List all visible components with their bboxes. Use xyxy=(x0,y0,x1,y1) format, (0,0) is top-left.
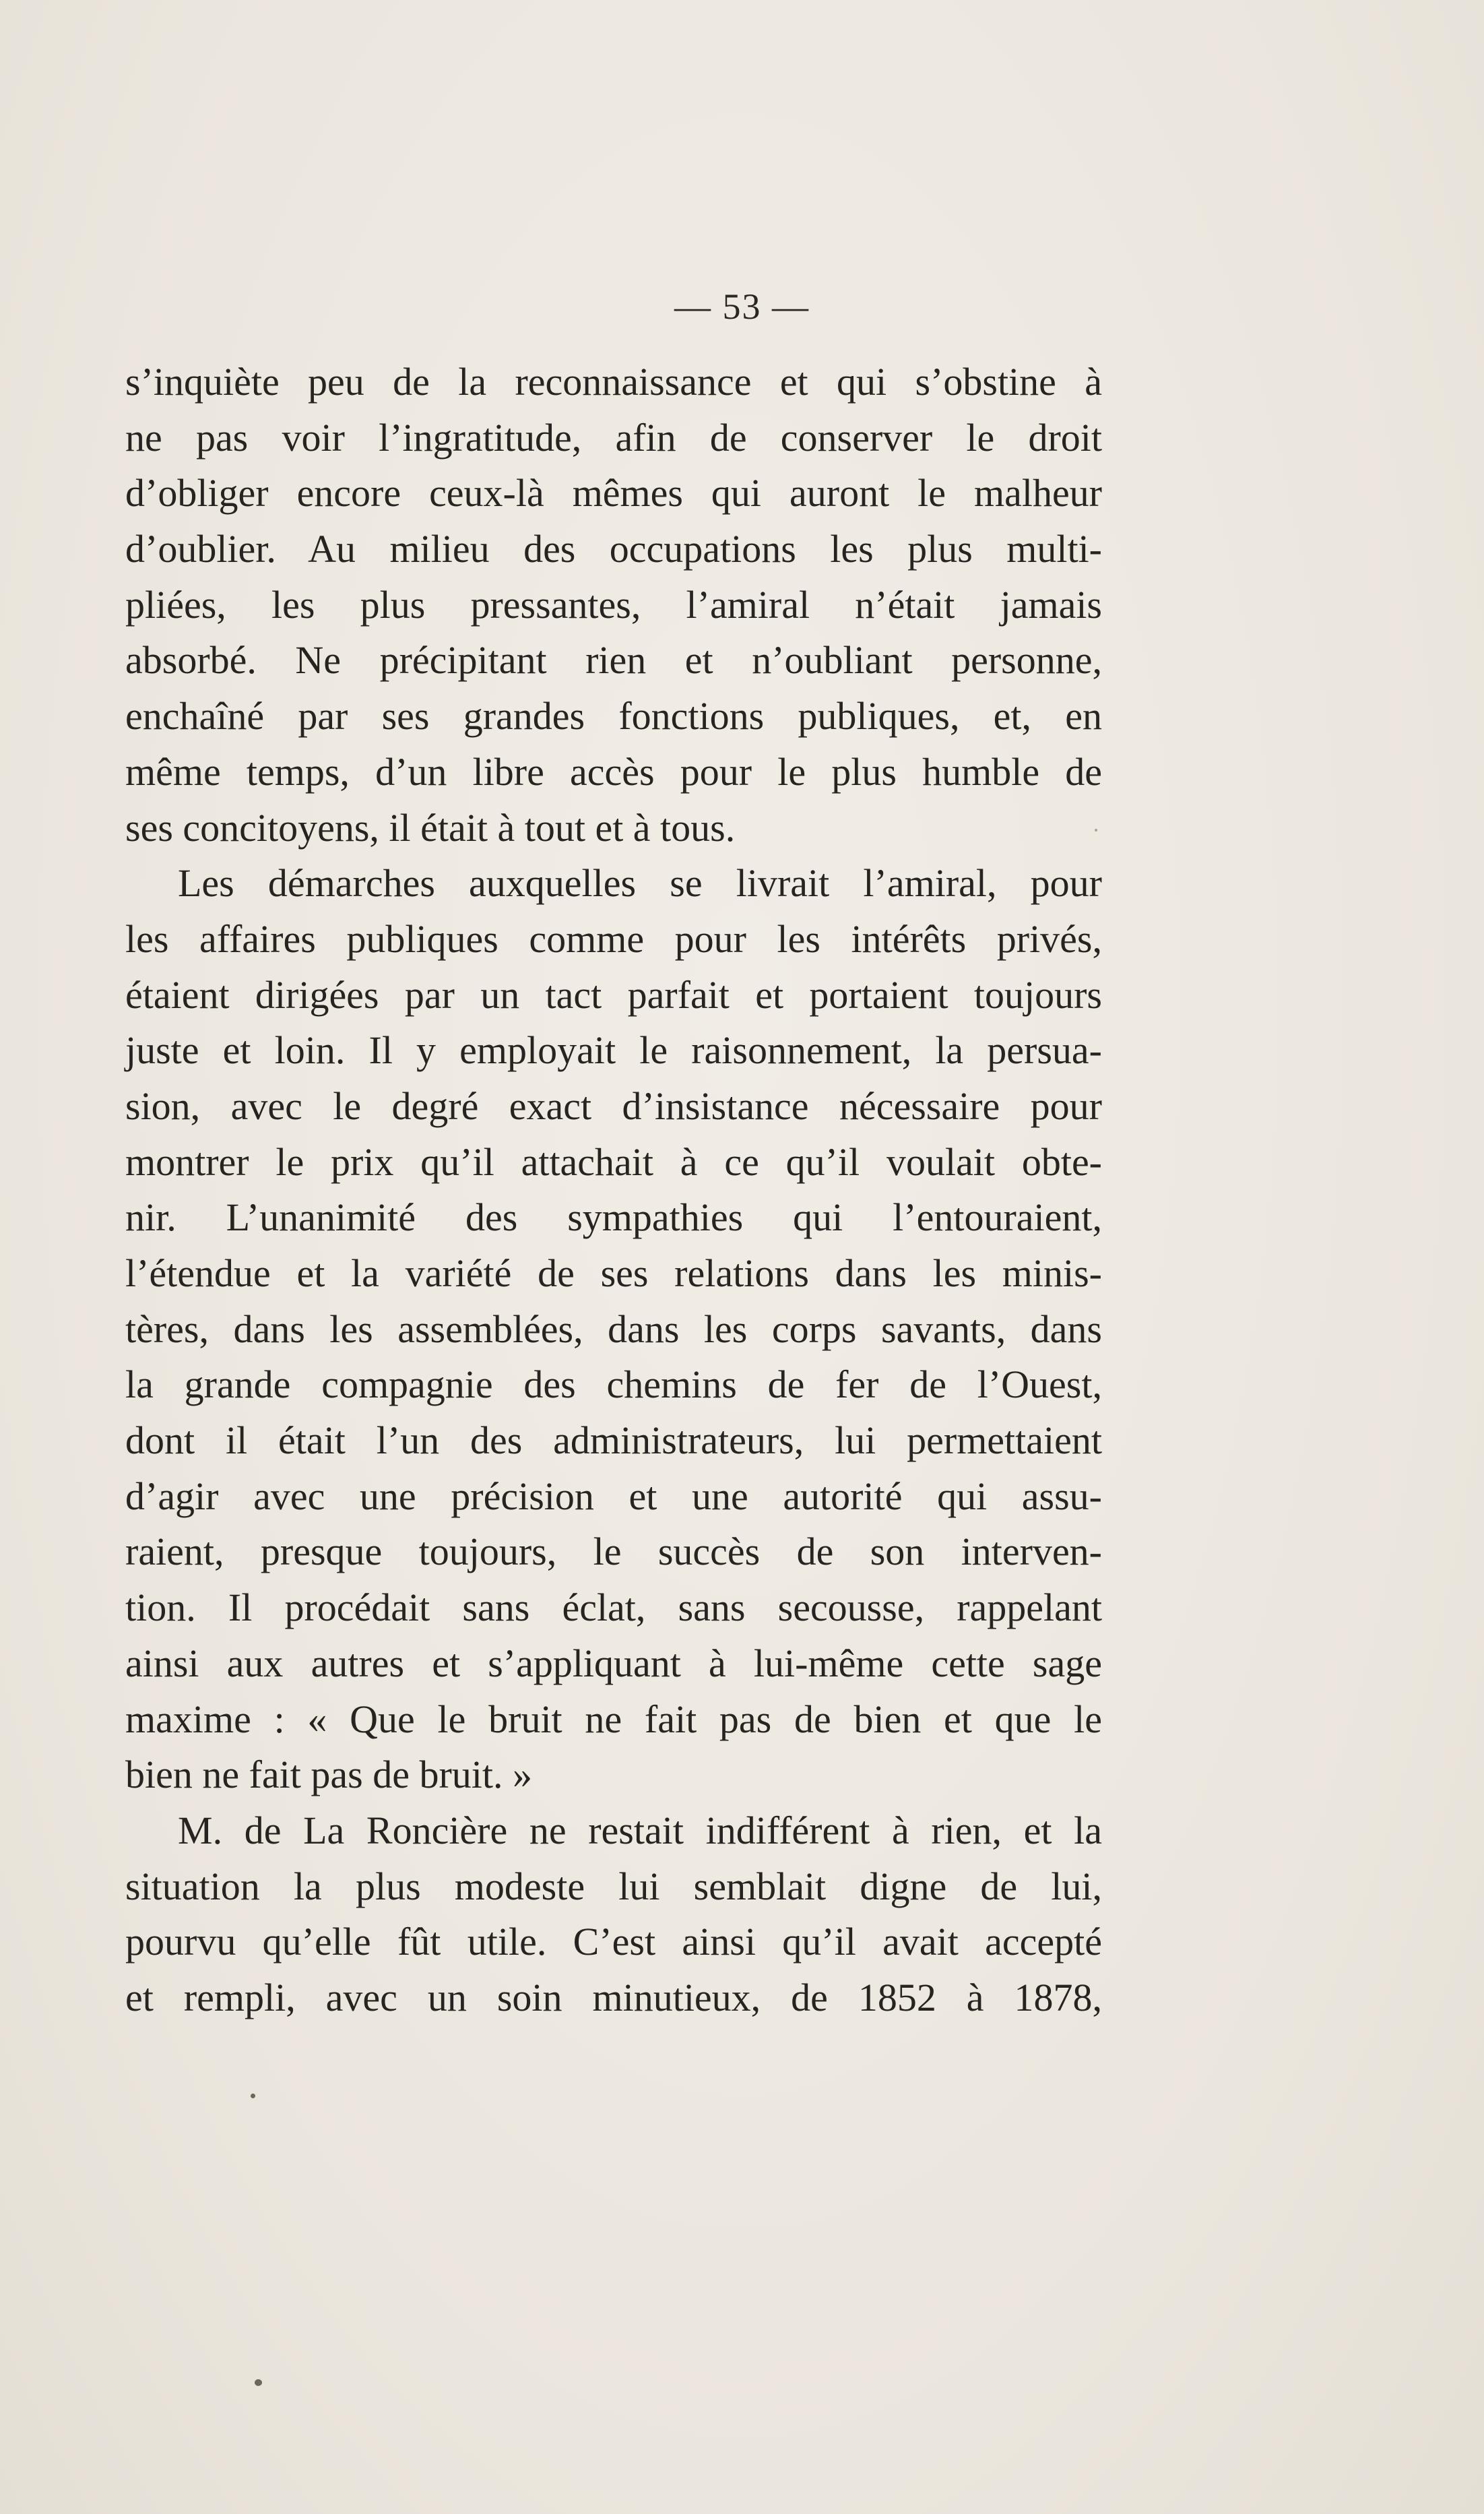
text-line: raient, presque toujours, le succès de son interven- xyxy=(125,1530,1102,1574)
text-line: M. de La Roncière ne restait indifférent à rien, et la xyxy=(178,1808,1102,1852)
text-line: situation la plus modeste lui semblait digne de lui, xyxy=(125,1864,1102,1908)
paper-speck xyxy=(255,2379,262,2386)
text-line: absorbé. Ne précipitant rien et n’oubliant personne, xyxy=(125,638,1102,683)
text-line: ainsi aux autres et s’appliquant à lui-même cette sage xyxy=(125,1641,1102,1685)
text-line: ses concitoyens, il était à tout et à tous. xyxy=(125,805,736,850)
text-line: d’agir avec une précision et une autorité qui assu- xyxy=(125,1474,1102,1518)
text-line: Les démarches auxquelles se livrait l’amiral, pour xyxy=(178,861,1102,906)
text-line: maxime : « Que le bruit ne fait pas de bien et que le xyxy=(125,1697,1102,1741)
text-line: même temps, d’un libre accès pour le plus humble de xyxy=(125,749,1102,794)
text-line: s’inquiète peu de la reconnaissance et qui s’obstine à xyxy=(125,360,1102,404)
text-line: l’étendue et la variété de ses relations dans les minis- xyxy=(125,1251,1102,1295)
text-line: juste et loin. Il y employait le raisonnement, la persua- xyxy=(125,1028,1102,1073)
text-line: d’oublier. Au milieu des occupations les plus multi- xyxy=(125,527,1102,571)
page-number: — 53 — xyxy=(674,286,810,327)
text-line: tion. Il procédait sans éclat, sans secousse, rappelant xyxy=(125,1585,1102,1630)
text-line: pourvu qu’elle fût utile. C’est ainsi qu’il avait accepté xyxy=(125,1920,1102,1964)
text-line: étaient dirigées par un tact parfait et portaient toujours xyxy=(125,972,1102,1017)
text-line: nir. L’unanimité des sympathies qui l’entouraient, xyxy=(125,1195,1102,1240)
body-text xyxy=(125,354,1102,2026)
text-line: bien ne fait pas de bruit. » xyxy=(125,1753,532,1797)
text-line: pliées, les plus pressantes, l’amiral n’était jamais xyxy=(125,582,1102,627)
paper-speck xyxy=(1095,829,1097,831)
text-line: dont il était l’un des administrateurs, lui permettaient xyxy=(125,1418,1102,1463)
text-line: enchaîné par ses grandes fonctions publiques, et, en xyxy=(125,694,1102,739)
text-line: tères, dans les assemblées, dans les corps savants, dans xyxy=(125,1307,1102,1351)
text-line: et rempli, avec un soin minutieux, de 1852 à 1878, xyxy=(125,1975,1102,2019)
text-line: la grande compagnie des chemins de fer de l’Ouest, xyxy=(125,1362,1102,1407)
text-line: montrer le prix qu’il attachait à ce qu’il voulait obte- xyxy=(125,1139,1102,1184)
paper-speck xyxy=(251,2094,255,2098)
text-line: ne pas voir l’ingratitude, afin de conserver le droit xyxy=(125,415,1102,460)
text-line: d’obliger encore ceux-là mêmes qui auront le malheur xyxy=(125,471,1102,515)
text-line: les affaires publiques comme pour les intérêts privés, xyxy=(125,916,1102,961)
text-line: sion, avec le degré exact d’insistance nécessaire pour xyxy=(125,1083,1102,1128)
